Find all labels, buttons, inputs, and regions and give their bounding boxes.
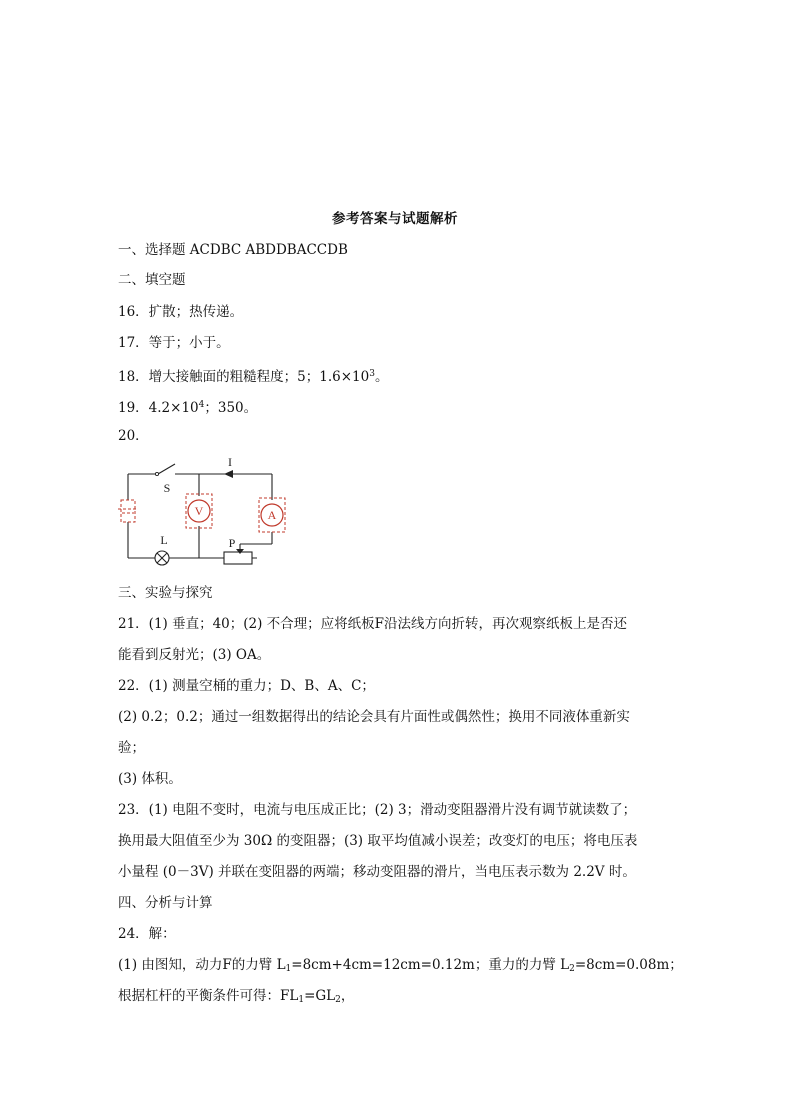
section-fill-blank: 二、填空题 (118, 272, 186, 288)
answer-23-line3: 小量程 (0－3V) 并联在变阻器的两端；移动变阻器的滑片，当电压表示数为 2.2V 时。 (118, 864, 636, 880)
section-calculation: 四、分析与计算 (118, 895, 213, 911)
label-current: I (228, 455, 232, 469)
label-switch: S (163, 481, 171, 495)
answer-22-line4: (3) 体积。 (118, 771, 182, 787)
section-experiment: 三、实验与探究 (118, 585, 213, 601)
answer-24-line1 (118, 955, 683, 979)
answer-23-line1: 23．(1) 电阻不变时，电流与电压成正比；(2) 3；滑动变阻器滑片没有调节就读数了； (118, 802, 637, 818)
subscript-2: 2 (569, 964, 575, 974)
voltmeter-label: V (194, 504, 204, 518)
answer-24-text-h: ， (340, 988, 355, 1004)
answer-16: 16．扩散；热传递。 (118, 304, 244, 320)
answer-24-heading: 24．解： (118, 926, 176, 942)
answer-19-end: ；350。 (204, 400, 258, 416)
circuit-diagram (112, 452, 292, 572)
answer-19 (118, 395, 257, 418)
answer-18 (118, 364, 388, 387)
subscript-4: 2 (335, 995, 341, 1005)
switch-pivot (155, 472, 158, 475)
mc-answers: 一、选择题 ACDBC ABDDBACCDB (118, 242, 348, 258)
answer-23-line2: 换用最大阻值至少为 30Ω 的变阻器；(3) 取平均值减小误差；改变灯的电压；将电压表 (118, 833, 638, 849)
subscript-3: 1 (298, 995, 305, 1005)
answer-19-text: 19．4.2×10 (118, 400, 199, 416)
answer-22-line1: 22．(1) 测量空桶的重力；D、B、A、C； (118, 678, 375, 694)
label-slider: P (228, 536, 236, 550)
answer-24-text-f: 根据杠杆的平衡条件可得：FL (118, 988, 299, 1004)
label-lamp: L (160, 533, 168, 547)
answer-24-text-e: =8cm=0.08m； (574, 957, 683, 973)
answer-22-line3: 验； (118, 740, 145, 756)
answer-21-line1: 21．(1) 垂直；40；(2) 不合理；应将纸板F沿法线方向折转，再次观察纸板上是否还 (118, 616, 628, 632)
page-title: 参考答案与试题解析 (332, 211, 458, 227)
ammeter-label: A (267, 508, 277, 522)
answer-18-end: 。 (374, 369, 389, 385)
answer-24-text-c: =8cm+4cm=12cm=0.12m；重力的力臂 L (291, 957, 570, 973)
answer-19-exponent: 4 (198, 400, 205, 410)
answer-24-line2 (118, 986, 354, 1010)
subscript-1: 1 (285, 964, 292, 974)
battery-icon (118, 500, 138, 522)
current-arrow-icon (224, 470, 233, 478)
answer-20: 20． (118, 428, 149, 444)
answer-21-line2: 能看到反射光；(3) OA。 (118, 647, 271, 663)
answer-18-text: 18．增大接触面的粗糙程度；5；1.6×10 (118, 369, 370, 385)
answer-24-text-a: (1) 由图知，动力F的力臂 L (118, 957, 286, 973)
answer-17: 17．等于；小于。 (118, 335, 230, 351)
answer-22-line2: (2) 0.2；0.2；通过一组数据得出的结论会具有片面性或偶然性；换用不同液体重新实 (118, 709, 630, 725)
answer-24-text-g: =GL (304, 988, 336, 1004)
answer-18-exponent: 3 (369, 369, 375, 379)
